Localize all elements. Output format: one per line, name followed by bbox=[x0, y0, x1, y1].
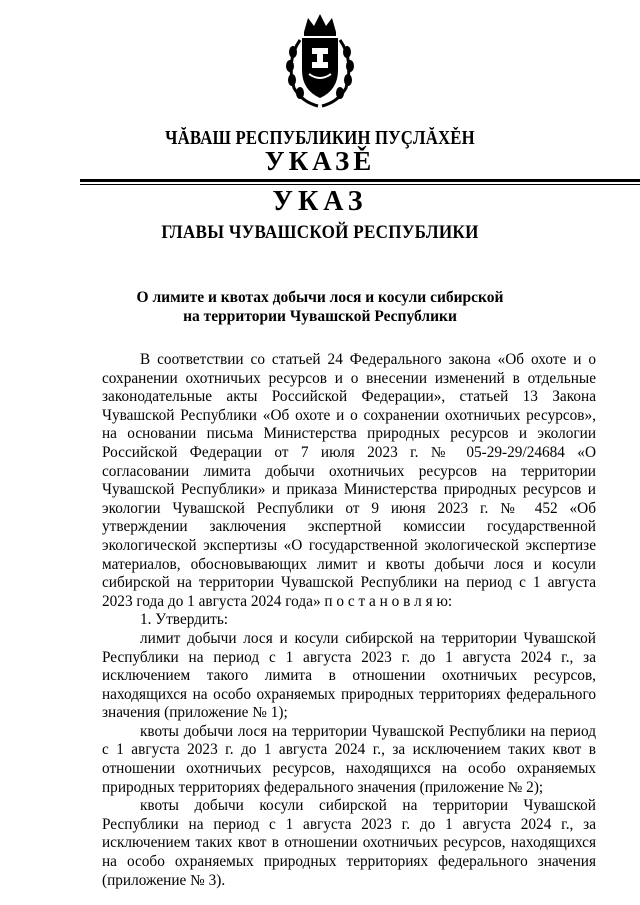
chuvash-header-title: ЧĂВАШ РЕСПУБЛИКИН ПУÇЛĂХĚН bbox=[165, 128, 475, 149]
body-paragraph-roe-quota: квоты добычи косули сибирской на территории Чувашской Республики на период с 1 августа 2023 г. до 1 августа 2024 г., за исключением таких квот в отношении охотничьих ресурсов, находящихся на особо охраняемых природных территориях федерального значения (приложение № 3). bbox=[102, 797, 596, 889]
document-title-line-1: О лимите и квотах добычи лося и косули сибирской bbox=[136, 289, 504, 306]
body-paragraph-limit: лимит добычи лося и косули сибирской на территории Чувашской Республики на период с 1 августа 2023 г. до 1 августа 2024 г., за исключением такого лимита в отношении охотничьих ресурсов, находящихся на особо охраняемых природных территориях федерального значения (приложение № 1); bbox=[102, 629, 596, 722]
body-paragraph-moose-quota: квоты добычи лося на территории Чувашской Республики на период с 1 августа 2023 г. до 1 августа 2024 г., за исключением таких квот в отношении охотничьих ресурсов, находящихся на особо охраняемых природных территориях федерального значения (приложение № 2); bbox=[102, 722, 596, 796]
body-paragraph-approve: 1. Утвердить: bbox=[140, 611, 229, 629]
document-body bbox=[102, 351, 596, 890]
document-title bbox=[0, 288, 640, 326]
document-title-line-2: на территории Чувашской Республики bbox=[183, 308, 457, 325]
chuvash-decree-label: УКАЗĚ bbox=[264, 146, 376, 176]
header-divider-thin bbox=[80, 184, 640, 185]
body-paragraph-preamble: В соответствии со статьей 24 Федерального закона «Об охоте и о сохранении охотничьих ресурсов и о внесении изменений в отдельные законодательные акты Российской Федерации», статьей 13 Закона Чувашской Республики «Об охоте и о сохранении охотничьих ресурсов», на основании письма Министерства природных ресурсов и экологии Российской Федерации от 7 июля 2023 г. № 05-29-29/24684 «О согласовании лимита добычи охотничьих ресурсов на территории Чувашской Республики» и приказа Министерства природных ресурсов и экологии Чувашской Республики от 9 июня 2023 г. № 452 «Об утверждении заключения экспертной комиссии государственной экологической экспертизы «О государственной экологической экспертизе материалов, обосновывающих лимит и квоты добычи лося и косули сибирской на территории Чувашской Республики на период с 1 августа 2023 года до 1 августа 2024 года» п о с т а н о в л я ю: bbox=[102, 351, 596, 610]
chuvash-coat-of-arms-icon bbox=[282, 10, 358, 112]
header-divider-thick bbox=[80, 179, 640, 182]
issuer-title: ГЛАВЫ ЧУВАШСКОЙ РЕСПУБЛИКИ bbox=[161, 222, 479, 243]
decree-label: УКАЗ bbox=[272, 186, 368, 217]
